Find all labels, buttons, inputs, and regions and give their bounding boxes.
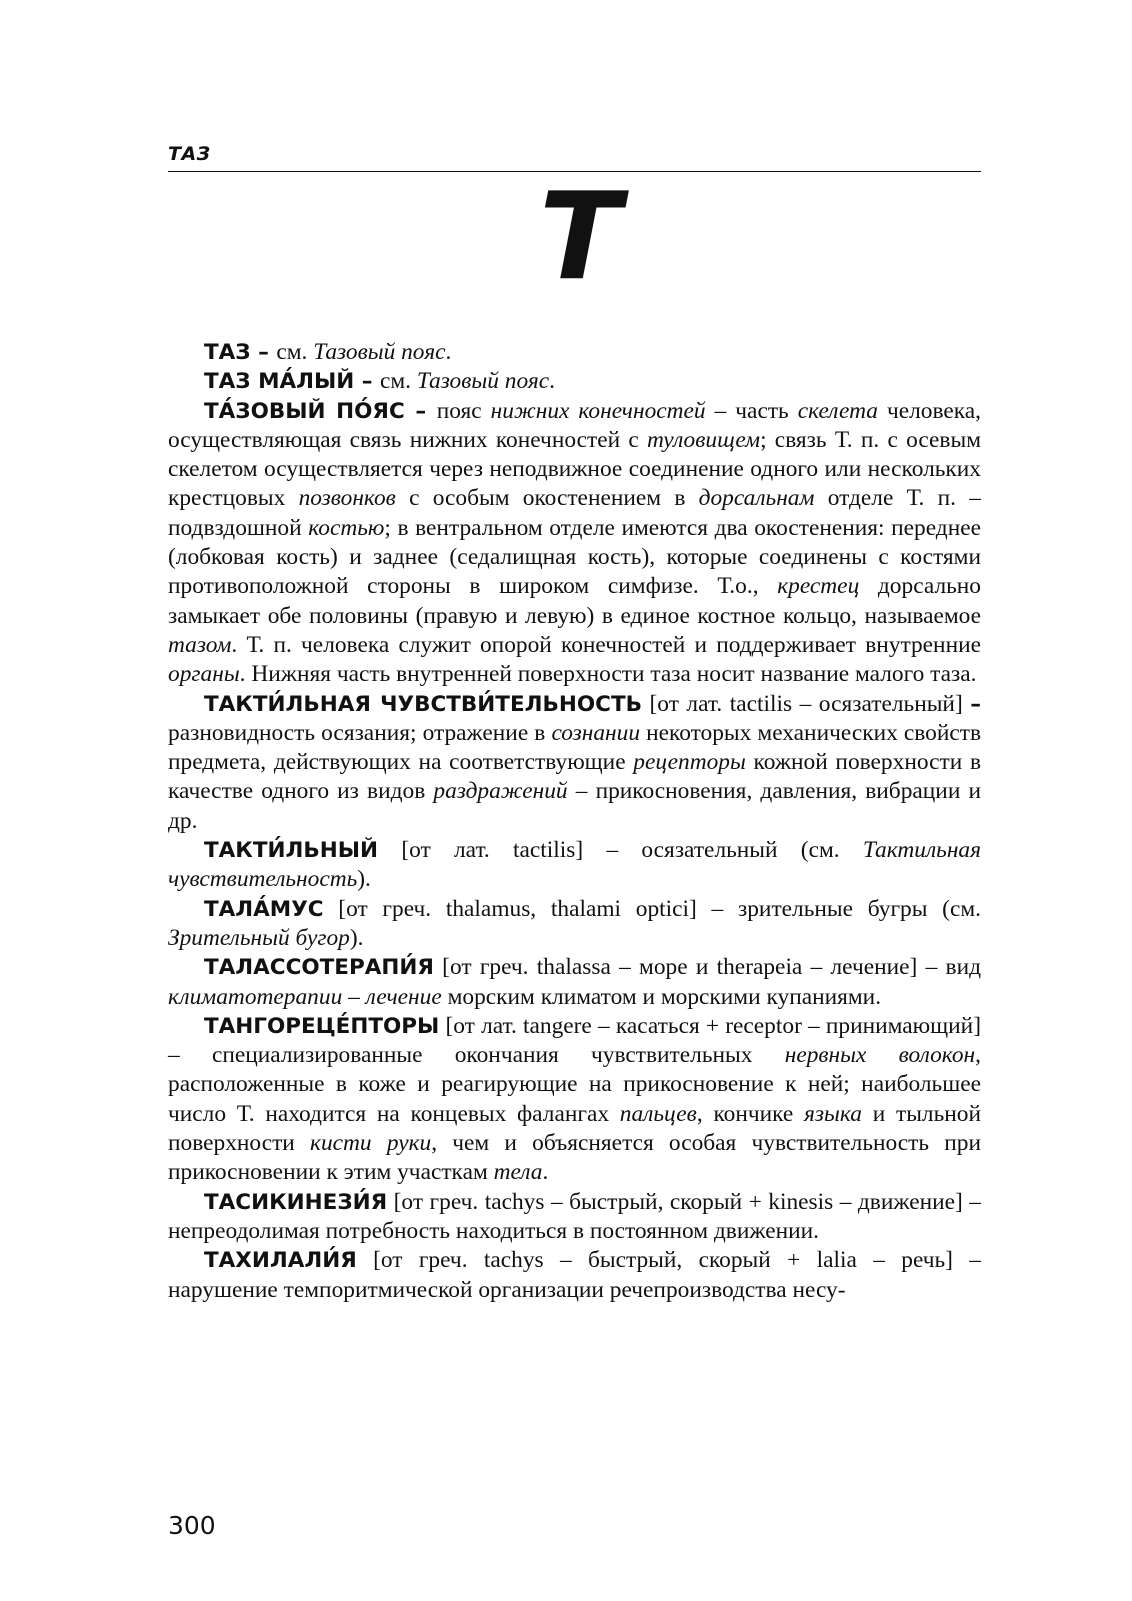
- entry-crossref: костью: [308, 514, 385, 541]
- entry-text: .: [445, 339, 452, 365]
- entry-crossref: Зрительный бугор: [168, 924, 350, 951]
- entry-crossref: климатотерапии – лечение: [168, 983, 442, 1010]
- entry-text: с особым окостенением в: [395, 485, 699, 512]
- entry-text: см.: [276, 339, 314, 365]
- entry-crossref: Тактильная чувствительность: [168, 837, 981, 893]
- entry-text: кожной поверхности в качестве одного из видов: [168, 749, 981, 805]
- entry-text: и тыльной поверхности: [168, 1100, 981, 1157]
- entry-crossref: сознании: [551, 719, 641, 746]
- entry-taktilnyi: [168, 836, 981, 895]
- entry-taz-malyi: [168, 367, 981, 396]
- page-number: 300: [168, 1511, 216, 1540]
- entry-taktilnaya-chuvstvitelnost: [168, 690, 981, 836]
- entry-text: ; связь Т. п. с осевым скелетом осуществляется через неподвижное соединение одного или нескольких крестцовых: [168, 426, 981, 512]
- entry-text: , расположенные в коже и реагирующие на прикосновение к ней; наибольшее число Т. находится на концевых фалангах: [168, 1042, 981, 1127]
- entry-crossref: раздражений: [433, 778, 568, 805]
- entry-crossref: крестец: [777, 573, 860, 600]
- entry-text: – прикосновения, давления, вибрации и др.: [168, 778, 981, 834]
- entry-tazovyi-poyas: [168, 397, 981, 690]
- entry-dash: –: [970, 691, 981, 717]
- entry-text: [от греч. thalamus, thalami optici] – зрительные бугры (см.: [323, 895, 981, 922]
- entry-text: , кончике: [696, 1100, 805, 1127]
- entry-headword: ТАЗ –: [204, 340, 277, 365]
- entry-talassoterapiya: [168, 953, 981, 1012]
- entry-text: .: [549, 368, 555, 395]
- entry-text: [от греч. tachys – быстрый, скорый + kinesis – движение] – непреодолимая потребность находиться в постоянном движении.: [168, 1188, 981, 1244]
- entry-tasikineziya: [168, 1188, 981, 1247]
- entry-crossref: кисти руки: [310, 1130, 432, 1157]
- entry-crossref: тазом: [168, 631, 232, 658]
- entry-crossref: пальцев: [619, 1100, 697, 1127]
- entry-text: . Нижняя часть внутренней поверхности таза носит название малого таза.: [239, 661, 977, 688]
- entry-text: ).: [357, 866, 371, 893]
- entry-crossref: рецепторы: [633, 749, 746, 776]
- entry-text: дорсально замыкает обе половины (правую и левую) в единое костное кольцо, называемое: [168, 573, 982, 629]
- entry-text: некоторых механических свойств предмета, действующих на соответствующие: [168, 719, 981, 776]
- entry-crossref: туловищем: [647, 426, 761, 453]
- entry-headword: ТАНГОРЕЦЕ́ПТОРЫ: [204, 1013, 440, 1039]
- entry-text: разновидность осязания; отражение в: [168, 719, 552, 746]
- entry-headword: ТА́ЗОВЫЙ ПО́ЯС –: [204, 398, 437, 424]
- entry-text: [от греч. thalassa – море и therapeia – лечение] – вид: [433, 954, 981, 981]
- entry-crossref: Тазовый пояс: [416, 368, 550, 395]
- entry-crossref: тела: [493, 1159, 543, 1186]
- entry-text: . Т. п. человека служит опорой конечностей и поддерживает внутренние: [231, 631, 981, 658]
- entry-crossref: языка: [804, 1100, 862, 1127]
- entry-text: пояс: [436, 397, 491, 424]
- entry-crossref: скелета: [797, 397, 878, 424]
- entry-text: .: [542, 1159, 549, 1186]
- entry-headword: ТАЗ МА́ЛЫЙ –: [204, 369, 380, 395]
- entry-text: морским климатом и морскими купаниями.: [441, 983, 882, 1010]
- entry-headword: ТАСИКИНЕЗИ́Я: [204, 1189, 388, 1215]
- entry-text: отделе Т. п. – подвздошной: [168, 485, 981, 541]
- entry-text: см.: [379, 368, 417, 395]
- entry-crossref: дорсальнам: [698, 485, 815, 512]
- dictionary-entries: [168, 338, 981, 1305]
- entry-text: [от лат. tangere – касаться + receptor – принимающий] – специализированные окончания чувствительных: [168, 1012, 981, 1069]
- entry-headword: ТАКТИ́ЛЬНАЯ ЧУВСТВИ́ТЕЛЬНОСТЬ: [204, 691, 642, 717]
- entry-text: [от лат. tactilis] – осязательный (см.: [378, 837, 863, 864]
- entry-text: человека, осуществляющая связь нижних конечностей с: [168, 397, 982, 453]
- entry-text: [от греч. tachys – быстрый, скорый + lalia – речь] – нарушение темпоритмической организации речепроизводства несу-: [168, 1247, 981, 1303]
- entry-text: , чем и объясняется особая чувствительность при прикосновении к этим участкам: [168, 1130, 981, 1186]
- running-head: ТАЗ: [168, 143, 211, 165]
- entry-takhilaliya: [168, 1246, 981, 1305]
- entry-talamus: [168, 895, 981, 954]
- entry-tangoretseptory: [168, 1012, 981, 1188]
- entry-text: – часть: [705, 397, 798, 424]
- entry-crossref: нижних конечностей: [490, 397, 706, 424]
- entry-text: ).: [349, 924, 364, 951]
- entry-headword: ТАХИЛАЛИ́Я: [204, 1248, 357, 1274]
- entry-headword: ТАЛАССОТЕРАПИ́Я: [204, 955, 434, 981]
- entry-taz: [168, 338, 981, 367]
- entry-crossref: органы: [168, 661, 240, 688]
- entry-crossref: нервных волокон: [784, 1042, 976, 1069]
- entry-text: ; в вентральном отделе имеются два окостенения: переднее (лобковая кость) и заднее (седалищная кость), которые соединены с костями противоположной стороны в широком симфизе. Т.о.,: [168, 514, 981, 600]
- entry-headword: ТАКТИ́ЛЬНЫЙ: [204, 838, 379, 864]
- entry-crossref: позвонков: [298, 485, 396, 512]
- entry-headword: ТАЛА́МУС: [204, 896, 324, 922]
- entry-text: [от лат. tactilis – осязательный]: [642, 690, 971, 717]
- entry-crossref: Тазовый пояс: [313, 339, 446, 365]
- section-letter: Т: [539, 168, 621, 307]
